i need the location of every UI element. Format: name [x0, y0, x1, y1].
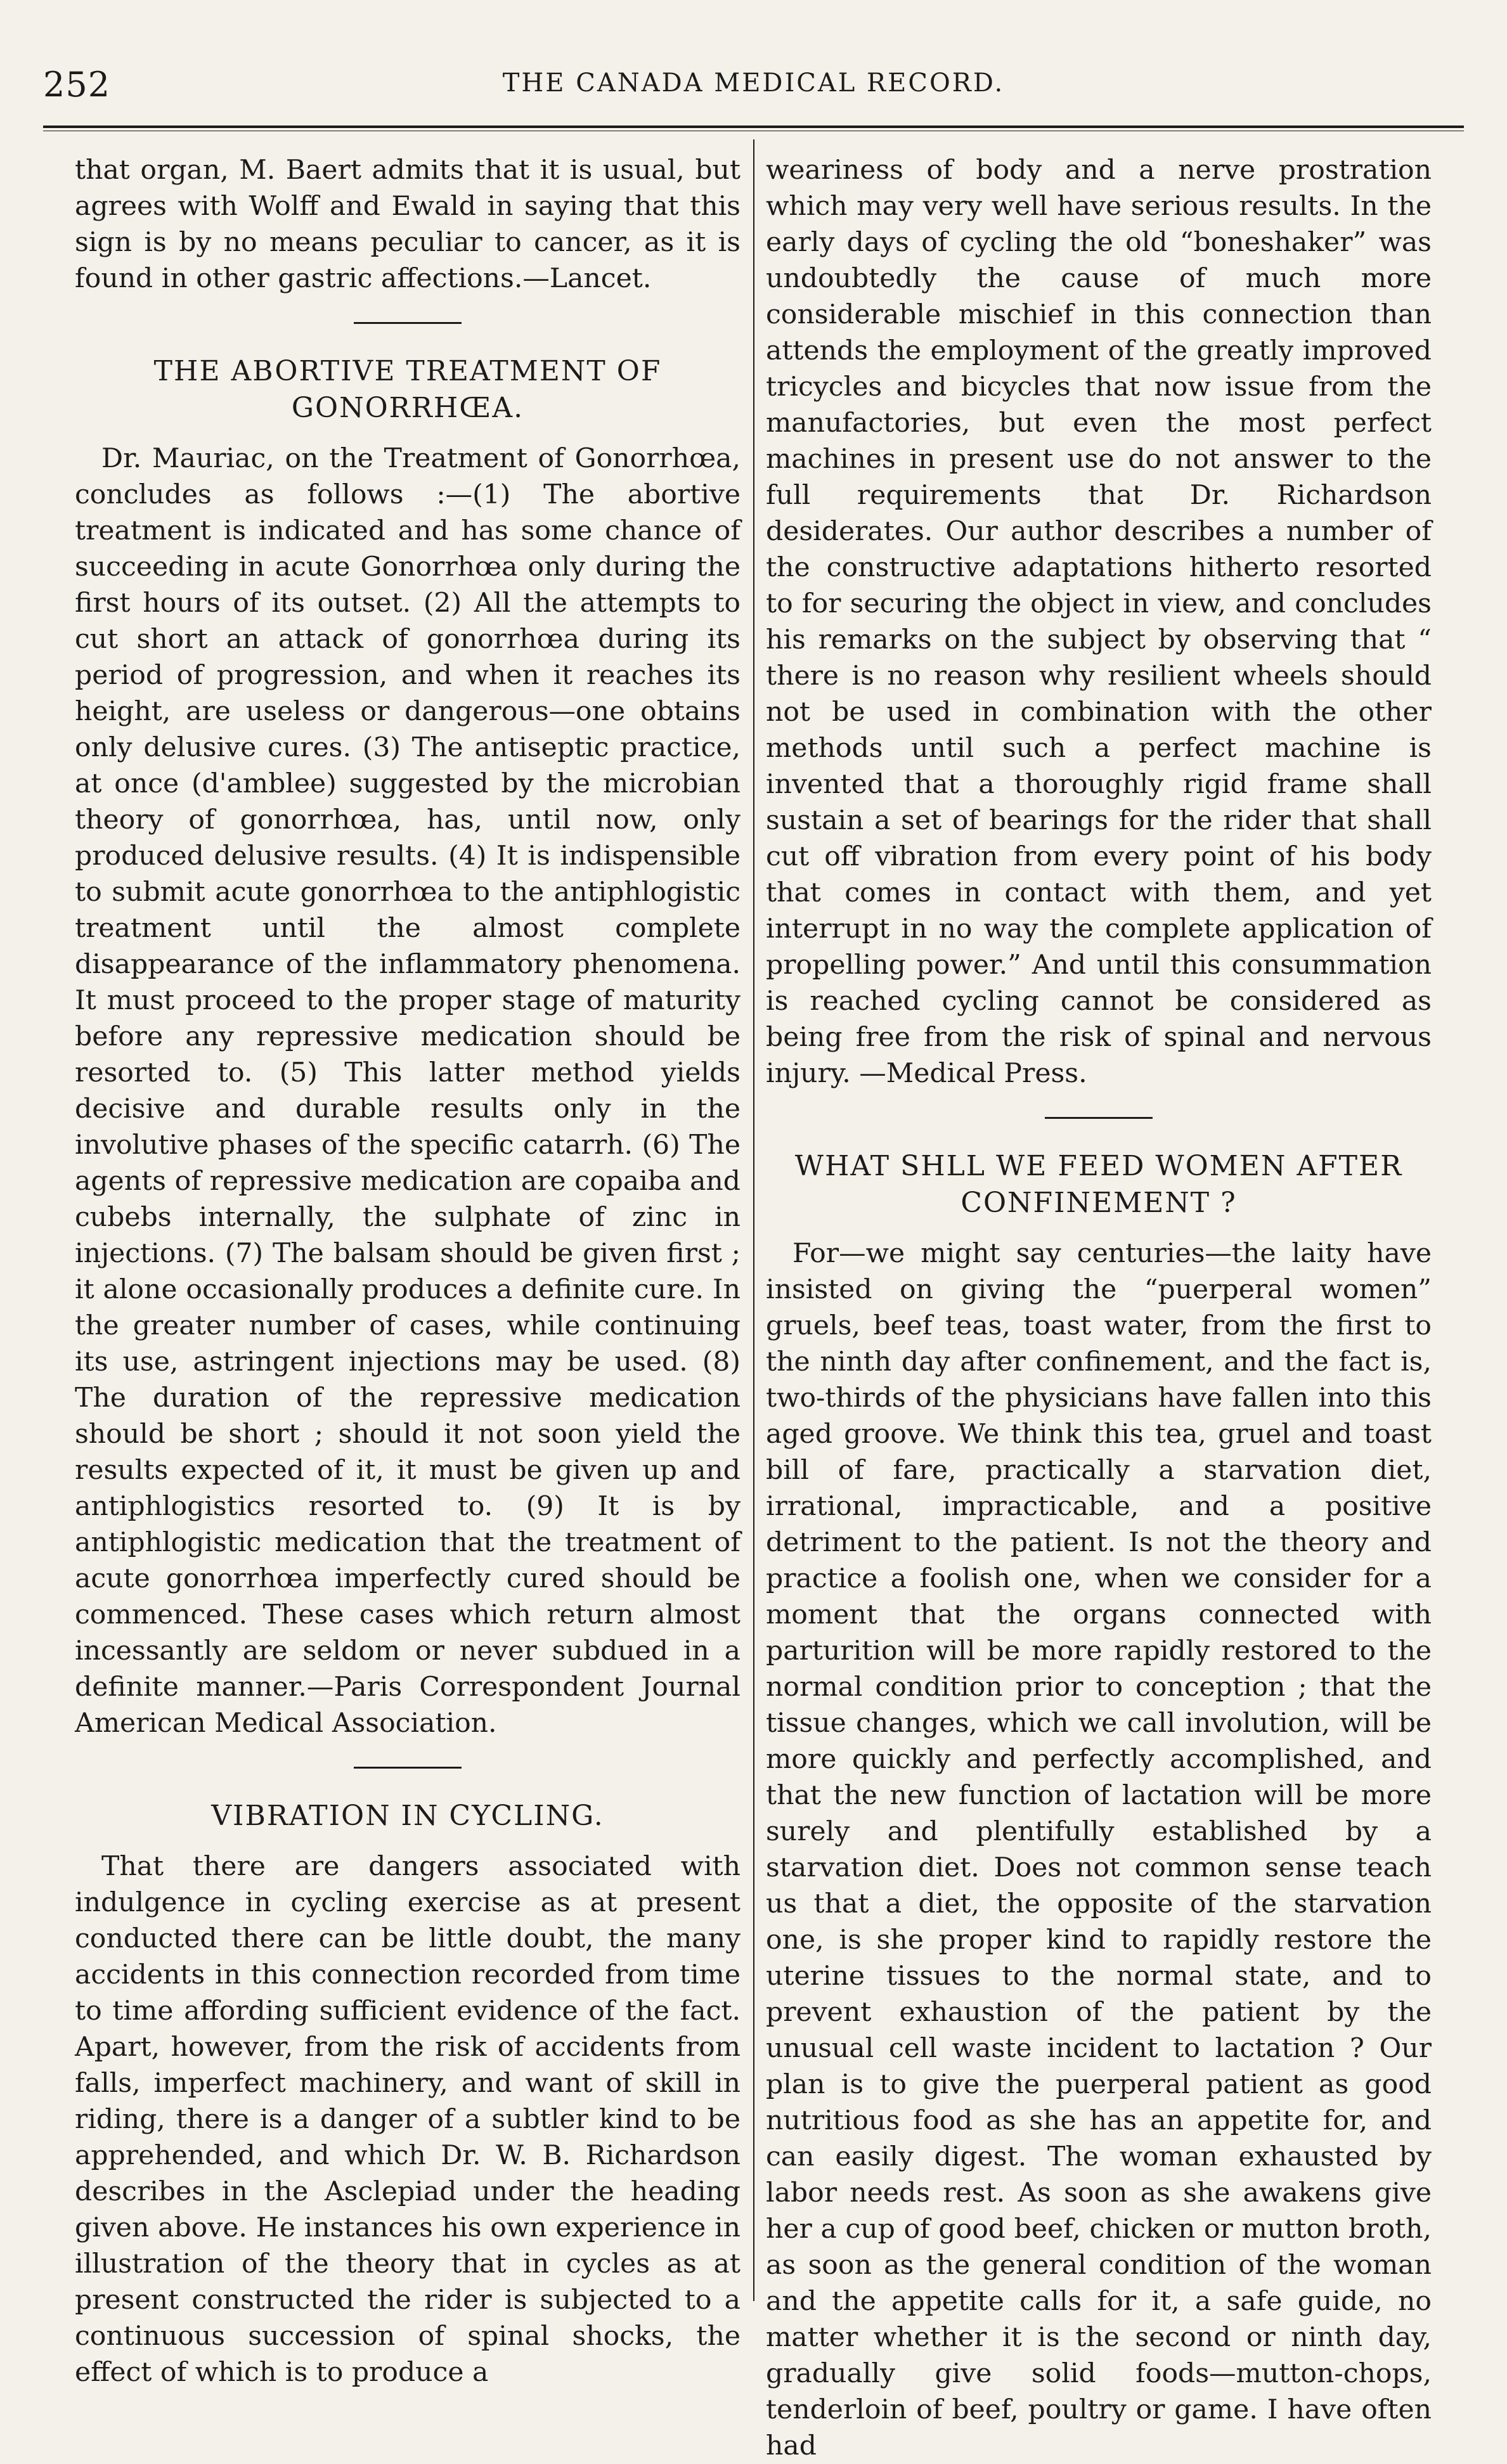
- article-body-vibration-cycling: That there are dangers associated with indulgence in cycling exercise as at present conducted there can be little doubt, the many accidents in this connection recorded from time to time affording sufficient evidence of the fact. Apart, however, from the risk of accidents from falls, imperfect machinery, and want of skill in riding, there is a danger of a subtler kind to be apprehended, and which Dr. W. B. Richardson describes in the Asclepiad under the heading given above. He instances his own experience in illustration of the theory that in cycles as at present constructed the rider is subjected to a continuous succession of spinal shocks, the effect of which is to produce a: [75, 1851, 741, 2388]
- continued-paragraph: weariness of body and a nerve prostration which may very well have serious results. In the early days of cycling the old “boneshaker” was undoubtedly the cause of much more considerable mischief in this connection than attends the employment of the greatly improved tricycles and bicycles that now issue from the manufactories, but even the most perfect machines in present use do not answer to the full requirements that Dr. Richardson desiderates. Our author describes a number of the constructive adaptations hitherto resorted to for securing the object in view, and concludes his remarks on the subject by observing that “ there is no reason why resilient wheels should not be used in combination with the other methods until such a perfect machine is invented that a thoroughly rigid frame shall sustain a set of bearings for the rider that shall cut off vibration from every point of his body that comes in contact with them, and yet interrupt in no way the complete application of propelling power.” And until this consummation is reached cycling cannot be considered as being free from the risk of spinal and nervous injury. —Medical Press.: [766, 155, 1432, 1089]
- header-rule: [43, 126, 1464, 128]
- article-title-vibration-cycling: VIBRATION IN CYCLING.: [211, 1800, 604, 1832]
- article-title-feed-women: WHAT SHLL WE FEED WOMEN AFTER CONFINEMENT ?: [794, 1150, 1403, 1219]
- section-rule: [354, 322, 462, 324]
- column-divider: [753, 139, 754, 2301]
- intro-paragraph: that organ, M. Baert admits that it is usual, but agrees with Wolff and Ewald in saying that this sign is by no means peculiar to cancer, as it is found in other gastric affections.—Lancet.: [75, 155, 741, 294]
- section-rule: [1045, 1117, 1153, 1119]
- right-column: [766, 152, 1432, 2461]
- article-body-abortive-treatment: Dr. Mauriac, on the Treatment of Gonorrhœa, concludes as follows :—(1) The abortive treatment is indicated and has some chance of succeeding in acute Gonorrhœa only during the first hours of its outset. (2) All the attempts to cut short an attack of gonorrhœa during its period of progression, and when it reaches its height, are useless or dangerous—one obtains only delusive cures. (3) The antiseptic practice, at once (d'amblee) suggested by the microbian theory of gonorrhœa, has, until now, only produced delusive results. (4) It is indispensible to submit acute gonorrhœa to the antiphlogistic treatment until the almost complete disappearance of the inflammatory phenomena. It must proceed to the proper stage of maturity before any repressive medication should be resorted to. (5) This latter method yields decisive and durable results only in the involutive phases of the specific catarrh. (6) The agents of repressive medication are copaiba and cubebs internally, the sulphate of zinc in injections. (7) The balsam should be given first ; it alone occasionally produces a definite cure. In the greater number of cases, while continuing its use, astringent injections may be used. (8) The duration of the repressive medication should be short ; should it not soon yield the results expected of it, it must be given up and antiphlogistics resorted to. (9) It is by antiphlogistic medication that the treatment of acute gonorrhœa imperfectly cured should be commenced. These cases which return almost incessantly are seldom or never subdued in a definite manner.—Paris Correspondent Journal American Medical Association.: [75, 443, 741, 1739]
- article-title-abortive-treatment: THE ABORTIVE TREATMENT OF GONORRHŒA.: [153, 355, 662, 424]
- page-number: 252: [43, 65, 111, 105]
- running-head: THE CANADA MEDICAL RECORD.: [502, 68, 1005, 98]
- left-column: [75, 152, 741, 2388]
- page-header: [0, 0, 1507, 133]
- section-rule: [354, 1767, 462, 1769]
- article-body-feed-women: For—we might say centuries—the laity have insisted on giving the “puerperal women” gruels, beef teas, toast water, from the first to the ninth day after confinement, and the fact is, two-thirds of the physicians have fallen into this aged groove. We think this tea, gruel and toast bill of fare, practically a starvation diet, irrational, impracticable, and a positive detriment to the patient. Is not the theory and practice a foolish one, when we consider for a moment that the organs connected with parturition will be more rapidly restored to the normal condition prior to conception ; that the tissue changes, which we call involution, will be more quickly and perfectly accomplished, and that the new function of lactation will be more surely and plentifully established by a starvation diet. Does not common sense teach us that a diet, the opposite of the starvation one, is she proper kind to rapidly restore the uterine tissues to the normal state, and to prevent exhaustion of the patient by the unusual cell waste incident to lactation ? Our plan is to give the puerperal patient as good nutritious food as she has an appetite for, and can easily digest. The woman exhausted by labor needs rest. As soon as she awakens give her a cup of good beef, chicken or mutton broth, as soon as the general condition of the woman and the appetite calls for it, a safe guide, no matter whether it is the second or ninth day, gradually give solid foods—mutton-chops, tenderloin of beef, poultry or game. I have often had: [766, 1238, 1432, 2461]
